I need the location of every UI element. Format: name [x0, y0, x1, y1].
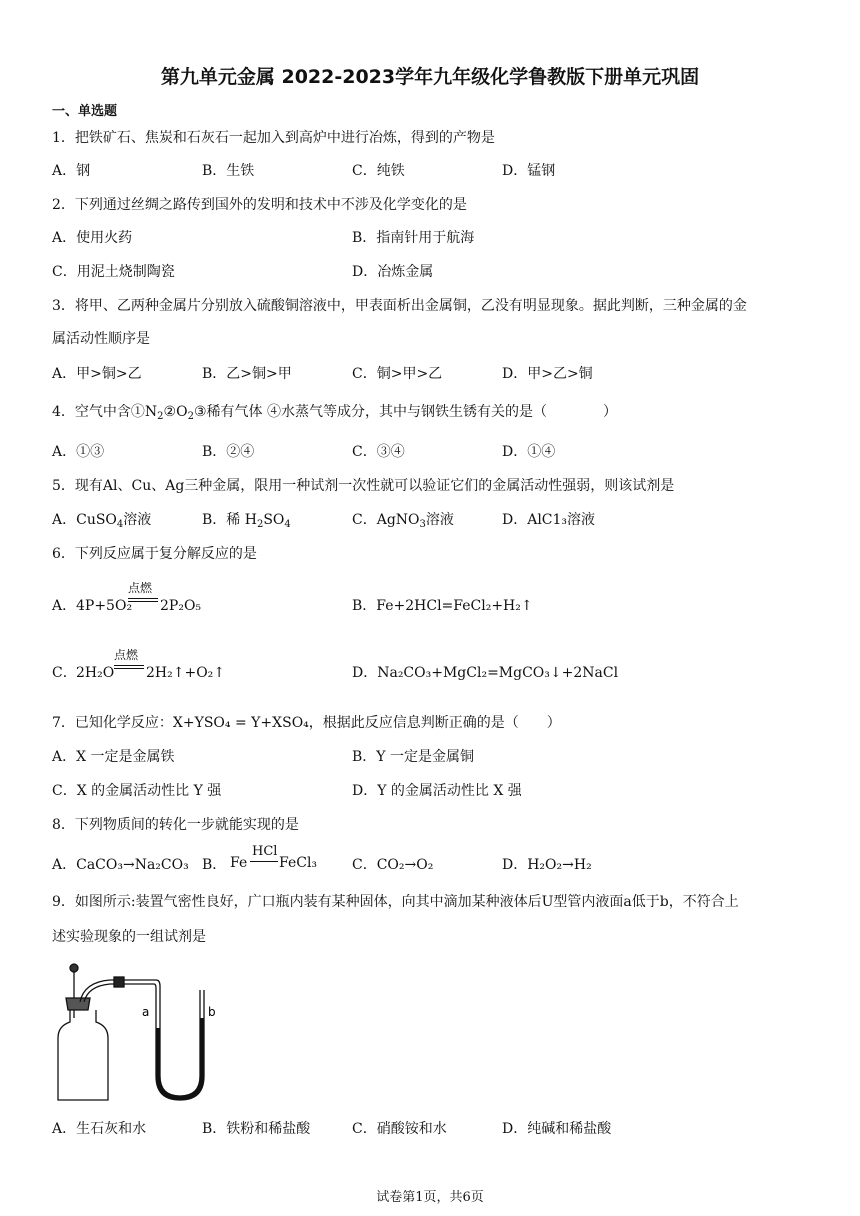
q7-option-b: B．Y 一定是金属铜: [352, 749, 474, 765]
q6-option-a-label: A．: [52, 598, 77, 614]
q8-option-b-condition: HCl: [252, 844, 278, 859]
question-4-stem: 4．空气中含$①N_2②O_2③$稀有气体 ④水蒸气等成分，其中与钢铁生锈有关的是（ ）: [52, 404, 617, 422]
question-9-stem-line2: 述实验现象的一组试剂是: [52, 929, 206, 945]
q2-option-c: C．用泥土烧制陶瓷: [52, 264, 175, 280]
q4-option-c: C．③④: [352, 444, 405, 460]
q5-option-b: B．稀 $H_2SO_4$: [202, 512, 291, 530]
q5-option-c: C．AgNO$_3$溶液: [352, 512, 454, 530]
q6-option-b: B．Fe+2HCl=FeCl₂+H₂↑: [352, 598, 533, 614]
q3-option-d: D．甲>乙>铜: [502, 366, 593, 382]
question-1-stem: 1．把铁矿石、焦炭和石灰石一起加入到高炉中进行冶炼，得到的产物是: [52, 130, 495, 146]
q9-option-d: D．纯碱和稀盐酸: [502, 1121, 612, 1137]
q9-option-b: B．铁粉和稀盐酸: [202, 1121, 311, 1137]
q2-option-b: B．指南针用于航海: [352, 230, 475, 246]
q6-option-c-condition: 点燃: [114, 648, 139, 662]
label-b: b: [208, 1005, 216, 1019]
q1-option-c: C．纯铁: [352, 163, 405, 179]
q8-option-c: C．CO₂→O₂: [352, 857, 434, 873]
q2-option-a: A．使用火药: [52, 230, 133, 246]
q2-option-d: D．冶炼金属: [352, 264, 434, 280]
q3-option-c: C．铜>甲>乙: [352, 366, 443, 382]
q8-option-b-arrow-line: [250, 861, 278, 862]
page-footer: 试卷第1页，共6页: [376, 1190, 484, 1205]
q6-option-c-right: 2H₂↑+O₂↑: [146, 665, 226, 681]
apparatus-figure: [50, 958, 230, 1104]
q6-option-c-label: C．: [52, 665, 77, 681]
dropper-bulb-icon: [70, 964, 78, 972]
question-3-stem-line2: 属活动性顺序是: [52, 331, 150, 347]
q3-option-a: A．甲>铜>乙: [52, 366, 142, 382]
section-heading: 一、单选题: [52, 104, 118, 119]
q6-option-c-equals: [114, 665, 144, 669]
question-6-stem: 6．下列反应属于复分解反应的是: [52, 546, 257, 562]
q6-option-a-equals: [128, 598, 158, 602]
q6-option-a-condition: 点燃: [128, 581, 153, 595]
q6-option-c-left: 2H₂O: [76, 665, 115, 681]
question-8-stem: 8．下列物质间的转化一步就能实现的是: [52, 817, 299, 833]
q5-option-a: A．CuSO$_4$溶液: [52, 512, 152, 530]
question-3-stem-line1: 3．将甲、乙两种金属片分别放入硫酸铜溶液中，甲表面析出金属铜，乙没有明显现象。据此判断，三种金属的金: [52, 298, 747, 314]
question-2-stem: 2．下列通过丝绸之路传到国外的发明和技术中不涉及化学变化的是: [52, 197, 467, 213]
question-9-stem-line1: 9．如图所示:装置气密性良好，广口瓶内装有某种固体，向其中滴加某种液体后U型管内液面a低于b，不符合上: [52, 894, 739, 910]
page-title: 第九单元金属 2022-2023学年九年级化学鲁教版下册单元巩固: [160, 66, 700, 88]
q3-option-b: B．乙>铜>甲: [202, 366, 292, 382]
q8-option-b-left: Fe: [230, 855, 248, 871]
q5-option-d: D．AlC1₃溶液: [502, 512, 596, 528]
label-a: a: [142, 1005, 150, 1019]
q9-option-a: A．生石灰和水: [52, 1121, 147, 1137]
q8-option-b-right: FeCl₃: [279, 855, 318, 871]
bottle-outline: [58, 1010, 108, 1100]
q7-option-a: A．X 一定是金属铁: [52, 749, 175, 765]
q6-option-a-right: 2P₂O₅: [160, 598, 202, 614]
q6-option-d: D．Na₂CO₃+MgCl₂=MgCO₃↓+2NaCl: [352, 665, 619, 681]
question-5-stem: 5．现有Al、Cu、Ag三种金属，限用一种试剂一次性就可以验证它们的金属活动性强弱，则该试剂是: [52, 478, 675, 494]
q8-option-b-label: B．: [202, 857, 227, 873]
q1-option-d: D．锰钢: [502, 163, 556, 179]
q7-option-d: D．Y 的金属活动性比 X 强: [352, 783, 522, 799]
q4-option-a: A．①③: [52, 444, 105, 460]
q6-option-a-left: 4P+5O₂: [76, 598, 133, 614]
q4-option-b: B．②④: [202, 444, 255, 460]
q8-option-a: A．CaCO₃→Na₂CO₃: [52, 857, 189, 873]
q8-option-d: D．H₂O₂→H₂: [502, 857, 592, 873]
question-7-stem: 7．已知化学反应：X+YSO₄ = Y+XSO₄，根据此反应信息判断正确的是（ ）: [52, 715, 561, 731]
q4-option-d: D．①④: [502, 444, 556, 460]
q1-option-a: A．钢: [52, 163, 91, 179]
q7-option-c: C．X 的金属活动性比 Y 强: [52, 783, 222, 799]
q9-option-c: C．硝酸铵和水: [352, 1121, 447, 1137]
q1-option-b: B．生铁: [202, 163, 255, 179]
